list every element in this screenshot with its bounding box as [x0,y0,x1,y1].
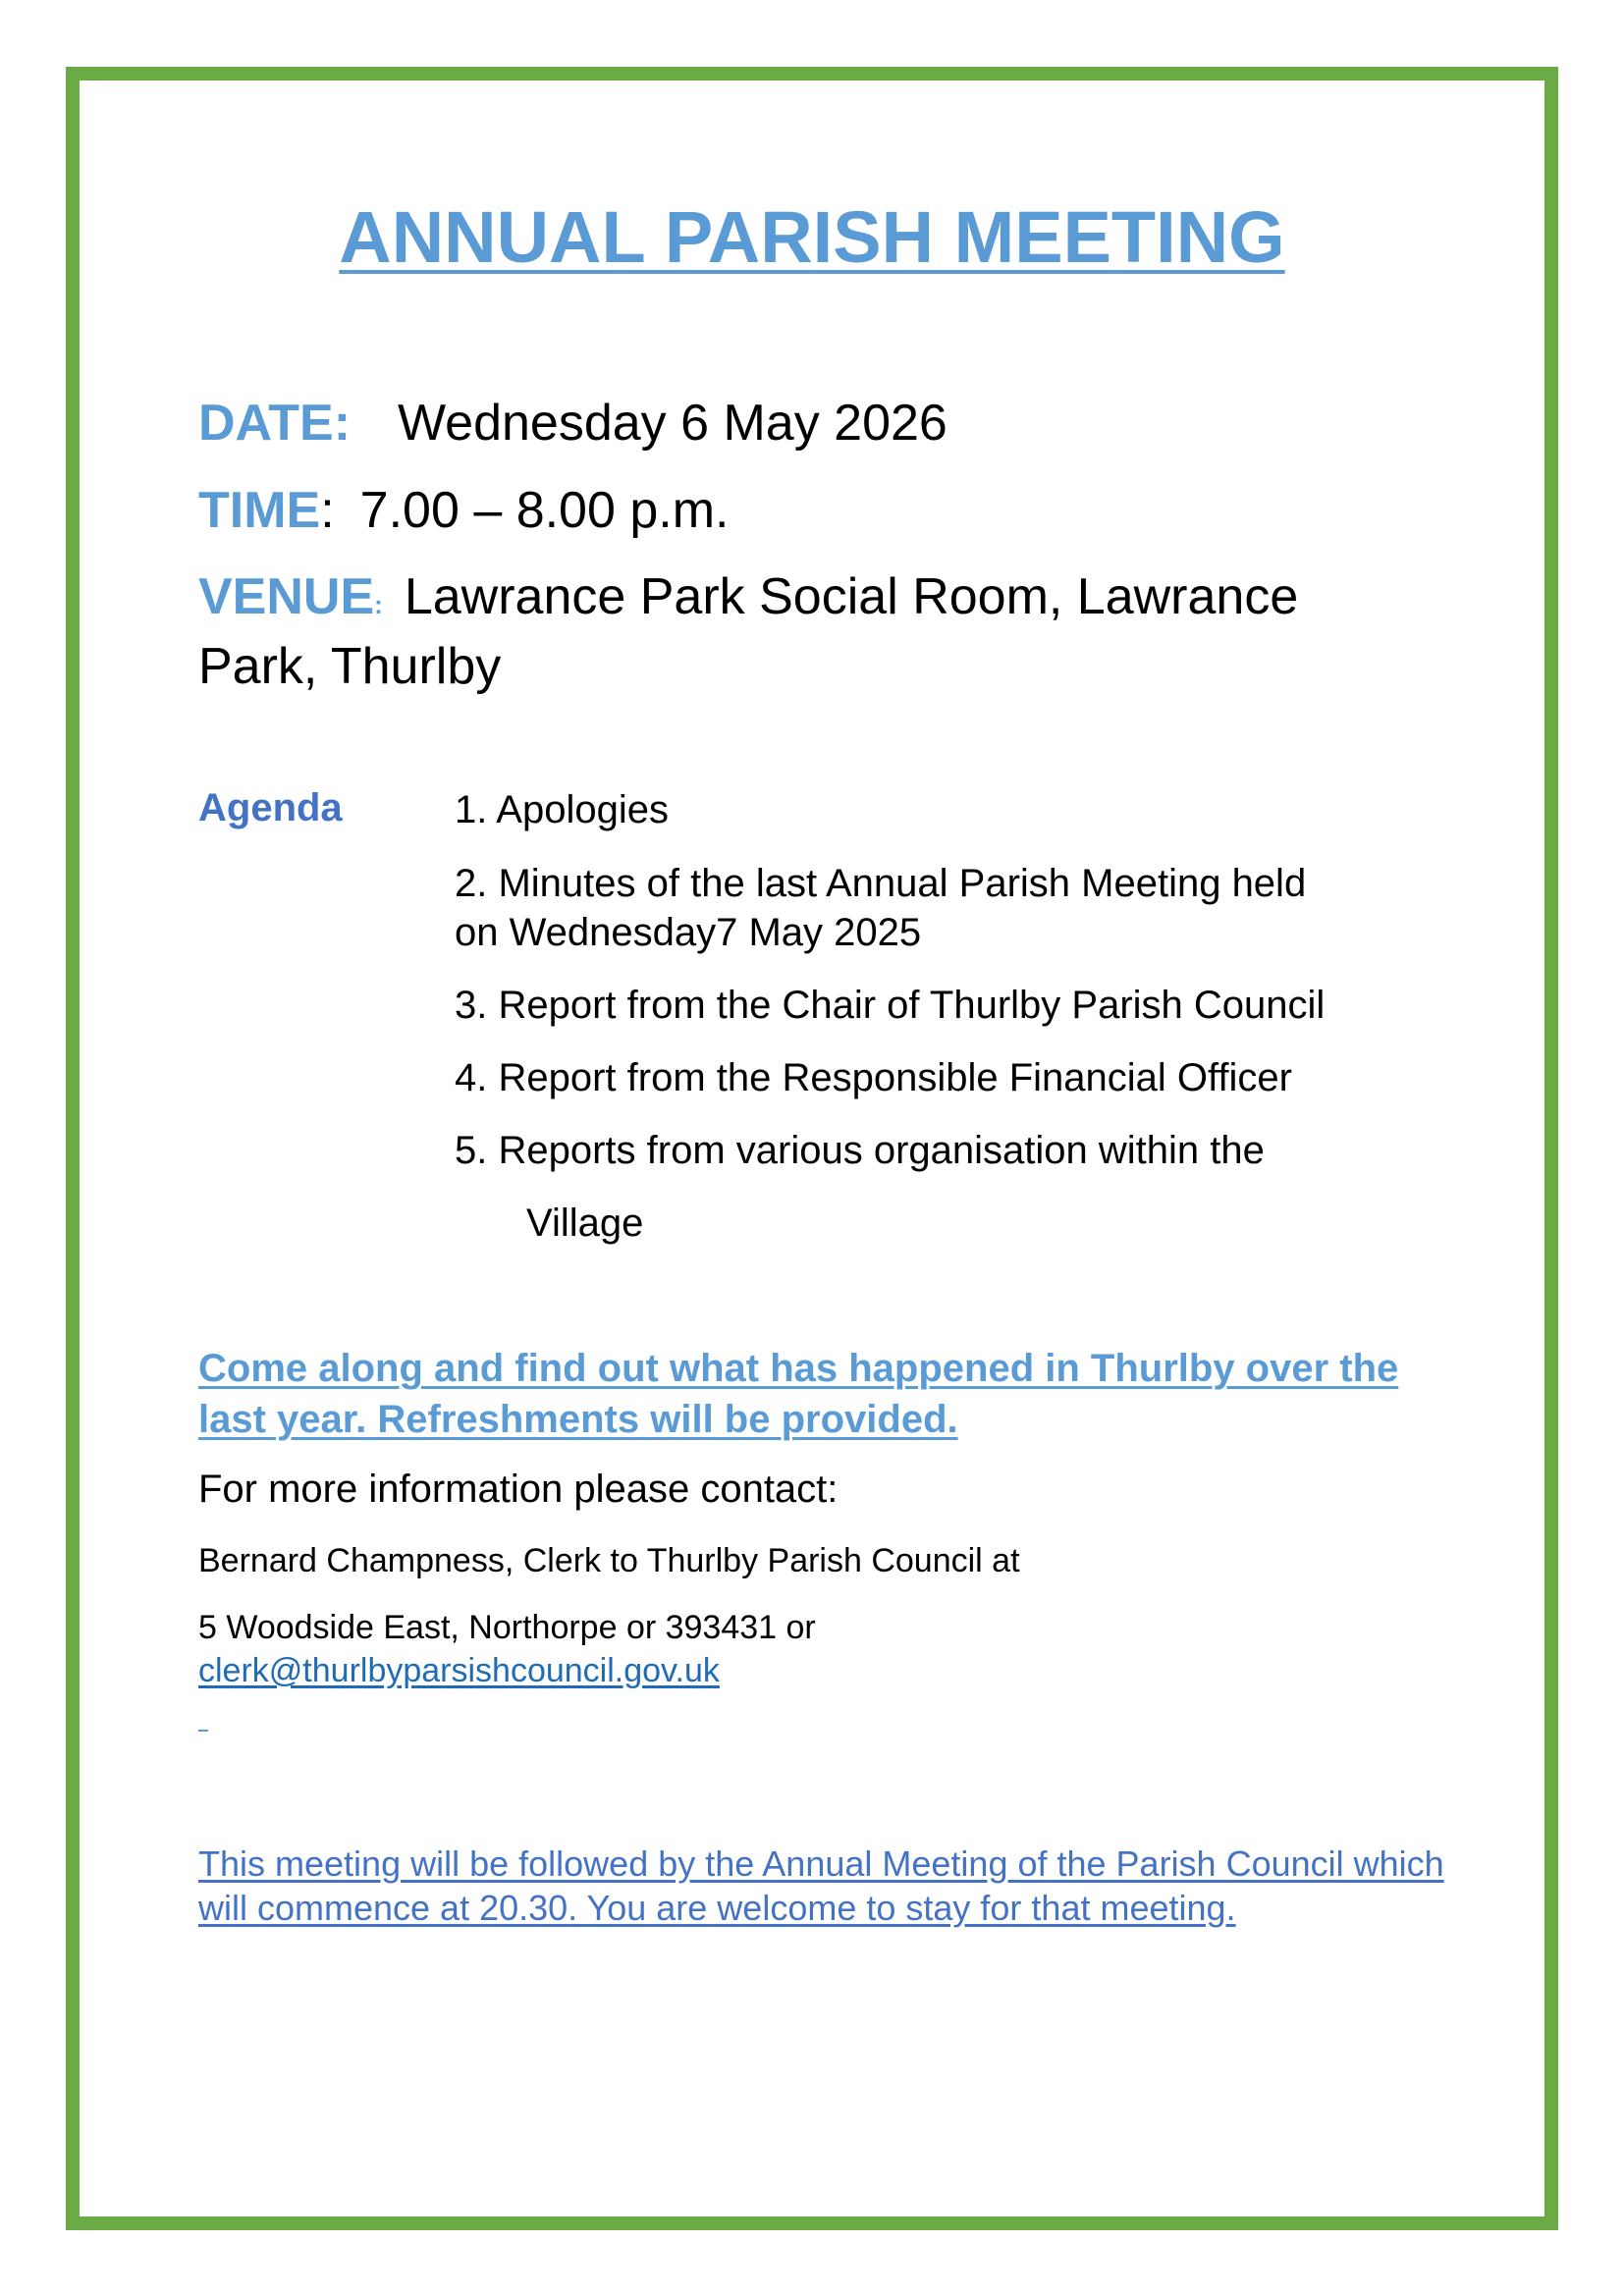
agenda-item: Village [526,1201,644,1245]
contact-line: Bernard Champness, Clerk to Thurlby Parish Council at [198,1542,1020,1579]
agenda-item: 5. Reports from various organisation within the [455,1129,1265,1172]
footer-note: This meeting will be followed by the Annual Meeting of the Parish Council which will commence at 20.30. You are welcome to stay for that meeting. [198,1843,1444,1928]
date-row [198,395,947,452]
empty-link[interactable] [198,1730,208,1732]
agenda-item: 3. Report from the Chair of Thurlby Parish Council [455,984,1326,1027]
date-value: Wednesday 6 May 2026 [398,395,947,452]
contact-line: 5 Woodside East, Northorpe or 393431 or [198,1609,816,1646]
contact-heading: For more information please contact: [198,1468,839,1511]
agenda-item: 1. Apologies [455,788,669,831]
agenda-item: on Wednesday7 May 2025 [455,911,922,954]
agenda-label: Agenda [198,786,343,829]
agenda-item: 4. Report from the Responsible Financial Officer [455,1056,1292,1099]
contact-email-row [198,1649,720,1692]
agenda-item: 2. Minutes of the last Annual Parish Meeting held [455,862,1307,905]
date-label: DATE: [198,395,352,452]
page-title: ANNUAL PARISH MEETING [339,196,1285,278]
time-label: TIME [198,482,321,539]
time-value: 7.00 – 8.00 p.m. [359,482,730,539]
email-link[interactable]: clerk@thurlbyparsishcouncil.gov.uk [198,1652,720,1689]
venue-row [198,566,1416,698]
venue-colon: : [374,590,383,619]
venue-label: VENUE [198,568,375,625]
venue-value: Lawrance Park Social Room, Lawrance Park, Thurlby [198,568,1299,695]
callout-text: Come along and find out what has happened in Thurlby over the last year. Refreshments will be provided. [198,1347,1399,1441]
time-row [198,482,730,539]
time-colon: : [320,482,335,539]
